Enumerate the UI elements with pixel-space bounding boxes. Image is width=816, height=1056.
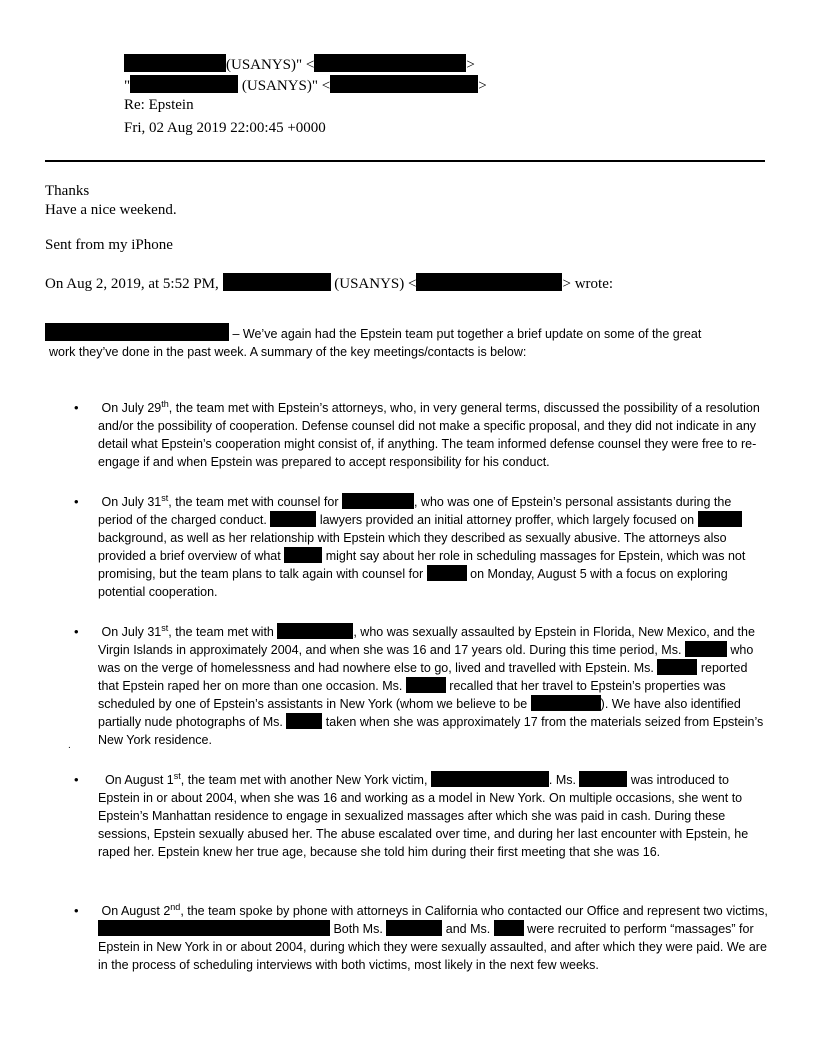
date-value: Fri, 02 Aug 2019 22:00:45 +0000 [124, 120, 326, 136]
stray-mark: . [68, 740, 71, 751]
bullet-dot: • [74, 624, 79, 639]
redaction [342, 493, 414, 509]
redaction [98, 920, 330, 936]
bullet-july31-counsel: • On July 31st, the team met with counsel for , who was one of Epstein’s personal assistants during the period of the charged conduct. lawyers provided an initial attorney proffer, which largely focused on background, as well as her relationship with Epstein which they described as sexually abusive. The attorneys also provided a brief overview of what might say about her role in scheduling massages for Epstein, which was not promising, but the team plans to talk again with counsel for on Monday, August 5 with a focus on exploring potential cooperation. [74, 493, 746, 599]
redaction [286, 713, 322, 729]
redaction [431, 771, 549, 787]
reply-thanks: Thanks [45, 183, 90, 199]
redaction [124, 54, 226, 72]
redaction [531, 695, 601, 711]
subject-value: Re: Epstein [124, 97, 194, 113]
intro-paragraph: – We’ve again had the Epstein team put together a brief update on some of the great work they’ve done in the past week. A summary of the key meetings/contacts is below: [45, 323, 775, 361]
redaction [657, 659, 697, 675]
bullet-dot: • [74, 772, 79, 787]
redaction [406, 677, 446, 693]
redaction [130, 75, 238, 93]
header-divider [45, 160, 765, 162]
redaction [685, 641, 727, 657]
redaction [698, 511, 742, 527]
bullet-july31-victim: • On July 31st, the team met with , who was sexually assaulted by Epstein in Florida, New Mexico, and the Virgin Islands in approximately 2004, and when she was 16 and 17 years old. During this time period, Ms. who was on the verge of homelessness and had nowhere else to go, lived and travelled with Epstein. Ms. reported that Epstein raped her on more than one occasion. Ms. recalled that her travel to Epstein’s properties was scheduled by one of Epstein’s assistants in New York (whom we believe to be ). We have also identified partially nude photographs of Ms. taken when she was approximately 17 from the materials seized from Epstein’s New York residence. [74, 623, 764, 747]
to-value: " (USANYS)" < > [124, 75, 487, 95]
redaction [494, 920, 524, 936]
redaction [284, 547, 322, 563]
bullet-aug1: • On August 1st, the team met with another New York victim, . Ms. was introduced to Epstein in or about 2004, when she was 16 and working as a model in New York. On multiple occasions, she went to Epstein’s Manhattan residence to engage in sexualized massages after which she was paid in cash. During these sessions, Epstein sexually abused her. The abuse escalated over time, and during her last encounter with Epstein, he raped her. Epstein knew her true age, because she told him during their first meeting that she was 16. [74, 771, 749, 859]
bullet-dot: • [74, 400, 79, 415]
bullet-dot: • [74, 494, 79, 509]
bullet-july29: • On July 29th, the team met with Epstein’s attorneys, who, in very general terms, discussed the possibility of a resolution and/or the possibility of cooperation. Defense counsel did not make a specific proposal, and they did not indicate in any detail what Epstein’s cooperation might consist of, if anything. The team informed defense counsel they were free to re-engage if and when Epstein was prepared to accept responsibility for his conduct. [74, 399, 760, 469]
redaction [45, 323, 229, 341]
bullet-aug2: • On August 2nd, the team spoke by phone with attorneys in California who contacted our Office and represent two victims, Both Ms. and Ms. were recruited to perform “massages” for Epstein in New York in or about 2004, during which they were sexually assaulted, and after which they were paid. We are in the process of scheduling interviews with both victims, most likely in the next few weeks. [74, 902, 768, 972]
reply-weekend: Have a nice weekend. [45, 202, 177, 218]
redaction [314, 54, 466, 72]
redaction [330, 75, 478, 93]
redaction [277, 623, 353, 639]
redaction [579, 771, 627, 787]
quote-attribution: On Aug 2, 2019, at 5:52 PM, (USANYS) < > wrote: [45, 273, 613, 293]
redaction [270, 511, 316, 527]
redaction [427, 565, 467, 581]
reply-signature: Sent from my iPhone [45, 237, 173, 253]
redaction [416, 273, 562, 291]
redaction [223, 273, 331, 291]
redaction [386, 920, 442, 936]
from-value: (USANYS)" < > [124, 54, 475, 74]
bullet-dot: • [74, 903, 79, 918]
